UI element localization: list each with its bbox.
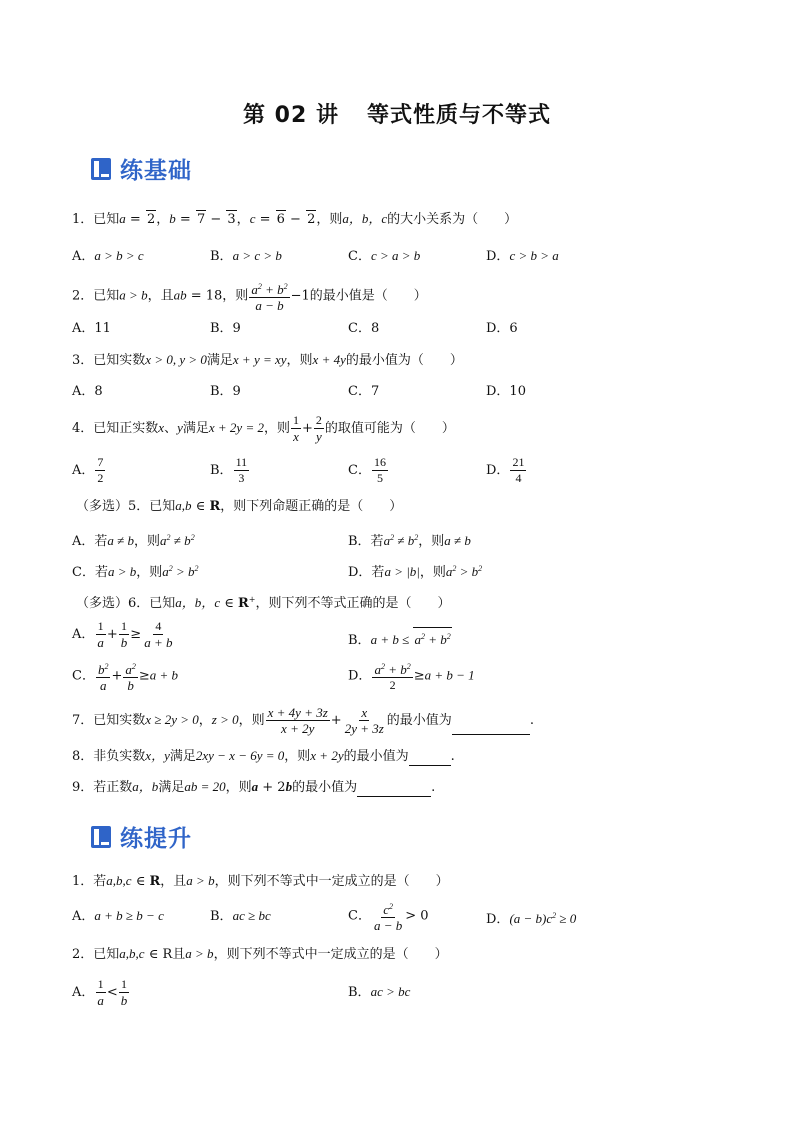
option-a: A．a + b ≥ b − c <box>72 908 164 924</box>
option-a: A． $\frac{1}{a}$ < $\frac{1}{b}$ <box>72 977 128 1008</box>
option-a: A．若a ≠ b，则$a^2 \ne b^2$ <box>72 533 195 549</box>
section-basic-title: 练基础 <box>120 158 192 184</box>
question-basic-6: （多选）6．已知a，b，c ∈ R+，则下列不等式正确的是（ ） <box>76 595 451 611</box>
book-icon <box>90 825 112 849</box>
option-a: A．a > b > c <box>72 248 144 264</box>
question-advanced-2: 2．已知a,b,c ∈ R且a > b，则下列不等式中一定成立的是（ ） <box>72 946 448 962</box>
option-b: B．ac > bc <box>348 984 411 1000</box>
option-a: A．8 <box>72 384 103 399</box>
option-c: C． $\frac{b^2}{a}$ + $\frac{a^2}{b}$ ≥a + b <box>72 662 179 693</box>
option-c: C．c > a > b <box>348 248 421 264</box>
question-basic-3: 3．已知实数x > 0, y > 0满足x + y = xy，则x + 4y的最小值为（ ） <box>72 352 463 368</box>
question-basic-7: 7．已知实数x ≥ 2y > 0，z > 0，则 $\frac{x + 4y + 3z}{x + 2y}$ + $\frac{x}{2y + 3z}$ 的最小值为 . <box>72 705 534 736</box>
page-title <box>0 98 794 129</box>
question-basic-8: 8．非负实数x，y满足2xy − x − 6y = 0，则x + 2y的最小值为 . <box>72 748 455 764</box>
option-a: A． $\frac{1}{a}$ + $\frac{1}{b}$ ≥ $\frac{4}{a + b}$ <box>72 619 173 650</box>
book-icon <box>90 157 112 181</box>
question-basic-2: 2．已知a > b，且ab = 18，则 $\frac{a^2 + b^2}{a - b}$ −1的最小值是（ ） <box>72 282 427 313</box>
option-a: A． $\frac{7}{2}$ <box>72 455 104 485</box>
section-basic-header <box>90 152 192 185</box>
option-d: D．c > b > a <box>486 248 559 264</box>
question-basic-9: 9．若正数a，b满足ab = 20，则a + 2b的最小值为 . <box>72 779 436 795</box>
option-b: B．a > c > b <box>210 248 282 264</box>
question-basic-4: 4．已知正实数x、y满足x + 2y = 2，则 $\frac{1}{x}$ + $\frac{2}{y}$ 的取值可能为（ ） <box>72 413 455 444</box>
question-advanced-1: 1．若a,b,c ∈ R，且a > b，则下列不等式中一定成立的是（ ） <box>72 873 449 889</box>
option-a: A．11 <box>72 321 111 336</box>
option-b: B．$a + b \le a^2 + b^2$ <box>348 627 452 650</box>
option-d: D．10 <box>486 384 526 399</box>
option-b: B．ac ≥ bc <box>210 908 271 924</box>
option-d: D． $\frac{a^2 + b^2}{2}$ ≥a + b − 1 <box>348 662 475 692</box>
option-d: D．$(a - b)c^2 \ge 0$ <box>486 911 577 927</box>
option-c: C． $\frac{c^2}{a - b}$ > 0 <box>348 902 429 933</box>
question-basic-5: （多选）5．已知a,b ∈ R，则下列命题正确的是（ ） <box>76 498 403 514</box>
option-c: C．若a > b，则$a^2 > b^2$ <box>72 564 199 580</box>
question-basic-1: 1．已知a = 2，b = 7 − 3，c = 6 − 2，则a，b，c的大小关系为（ ） <box>72 211 518 227</box>
lecture-topic: 等式性质与不等式 <box>366 103 551 128</box>
section-advanced-title: 练提升 <box>120 826 192 852</box>
option-b: B． $\frac{11}{3}$ <box>210 455 248 485</box>
section-advanced-header <box>90 820 192 853</box>
option-c: C． $\frac{16}{5}$ <box>348 455 386 485</box>
option-d: D．若a > |b|，则$a^2 > b^2$ <box>348 564 483 580</box>
option-d: D． $\frac{21}{4}$ <box>486 455 525 485</box>
option-b: B．9 <box>210 321 241 336</box>
option-b: B．若$a^2 \ne b^2$，则a ≠ b <box>348 533 471 549</box>
option-c: C．8 <box>348 321 380 336</box>
option-b: B．9 <box>210 384 241 399</box>
option-c: C．7 <box>348 384 380 399</box>
option-d: D．6 <box>486 321 518 336</box>
lecture-number: 第 02 讲 <box>243 103 339 128</box>
